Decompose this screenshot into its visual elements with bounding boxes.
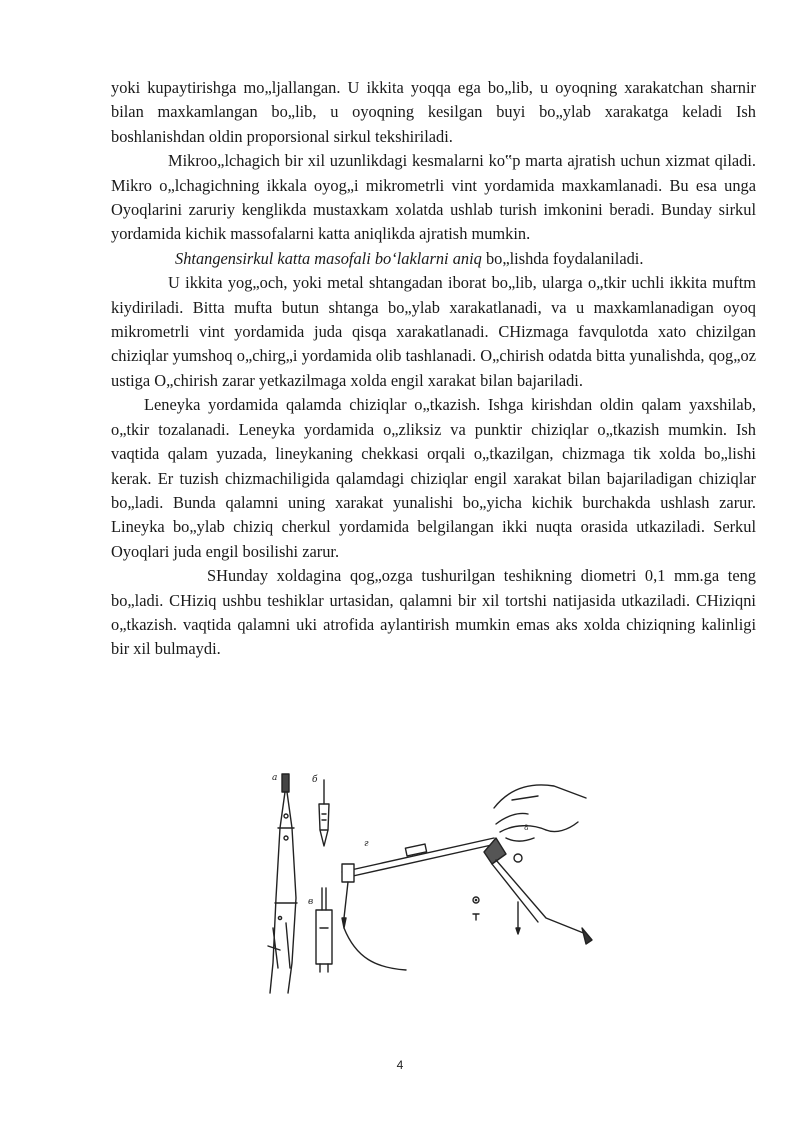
paragraph-line-drawing: SHunday xoldagina qog„ozga tushurilgan teshikning diometri 0,1 mm.ga teng bo„ladi. CHiziq ushbu teshiklar urtasidan, qalamni bir xil tortshi natijasida utkaziladi. CHiziqni o„tkazish. vaqtida qalamni uki atrofida aylantirish mumkin emas aks xolda chiziqning kalinligi bir xil bulmaydi.	[111, 566, 756, 659]
beam-compass-italic-text: Shtangensirkul katta masofali bo‘laklarni aniq	[175, 248, 482, 268]
needle-drawing	[473, 897, 520, 934]
paragraph-micrometer-divider: Mikroo„lchagich bir xil uzunlikdagi kesmalarni ko‟p marta ajratish uchun xizmat qiladi. Mikro o„lchagichning ikkala oyog„i mikrometrli vint yordamida maxkamlanadi. Bu esa unga Oyoqlarini zaruriy kenglikda mustaxkam xolatda ushlab turish imkonini beradi. Bunday sirkul yordamida kichik massofalarni katta aniqlikda ajratish mumkin.	[111, 151, 756, 244]
beam-compass-drawing	[342, 785, 592, 970]
paragraph-beam-compass	[111, 247, 756, 271]
paragraph-beam-compass-description: U ikkita yog„och, yoki metal shtangadan iborat bo„lib, ularga o„tkir uchli ikkita muftm kiydiriladi. Bitta mufta butun shtanga bo„ylab xarakatlanadi, va u maxkamlanadigan oyoq mikrometrli vint yordamida juda qisqa xarakatlanadi. CHizmaga favqulotda xato chizilgan chiziqlar yumshoq o„chirg„i yordamida olib tashlanadi. O„chirish odatda bitta yunalishda, qog„oz ustiga O„chirish zarar yetkazilmaga xolda engil xarakat bilan bajariladi.	[111, 273, 756, 390]
page-number: 4	[396, 1058, 404, 1072]
figure-label-num: 8	[524, 824, 529, 832]
document-body	[111, 76, 756, 662]
figure-label-g: г	[364, 839, 369, 849]
figure-label-v: в	[308, 897, 314, 907]
figure-label-b: б	[312, 775, 318, 785]
compass-drawing	[268, 774, 297, 993]
drawing-instruments-figure	[256, 768, 616, 1000]
paragraph-proportional-compass: yoki kupaytirishga mo„ljallangan. U ikkita yoqqa ega bo„lib, u oyoqning xarakatchan sharnir bilan maxkamlangan bo„lib, u oyoqning kesilgan buyi bo„ylab xarakatga keladi Ish boshlanishdan oldin proporsional sirkul tekshiriladi.	[111, 78, 756, 146]
figure-label-a: а	[272, 773, 278, 783]
pen-insert-drawing	[319, 780, 329, 846]
beam-compass-rest-text: bo„lishda foydalaniladi.	[481, 248, 644, 268]
extension-drawing	[316, 888, 332, 972]
paragraph-ruler-lines: Leneyka yordamida qalamda chiziqlar o„tkazish. Ishga kirishdan oldin qalam yaxshilab, o„tkir tozalanadi. Leneyka yordamida o„zliksiz va punktir chiziqlar o„tkazish mumkin. Ish vaqtida qalam yuzada, lineykaning chekkasi orqali o„tkazilgan, chizmaga tik xolda bo„lishi kerak. Er tuzish chizmachiligida qalamdagi chiziqlar engil xarakat bilan bajariladigan chiziqlar bo„ladi. Bunda qalamni uning xarakat yunalishi bo„yicha kichik burchakda ushlash zarur. Lineyka bo„ylab chiziq cherkul yordamida belgilangan ikki nuqta orasida utkaziladi. Serkul Oyoqlari juda engil bosilishi zarur.	[111, 395, 756, 561]
